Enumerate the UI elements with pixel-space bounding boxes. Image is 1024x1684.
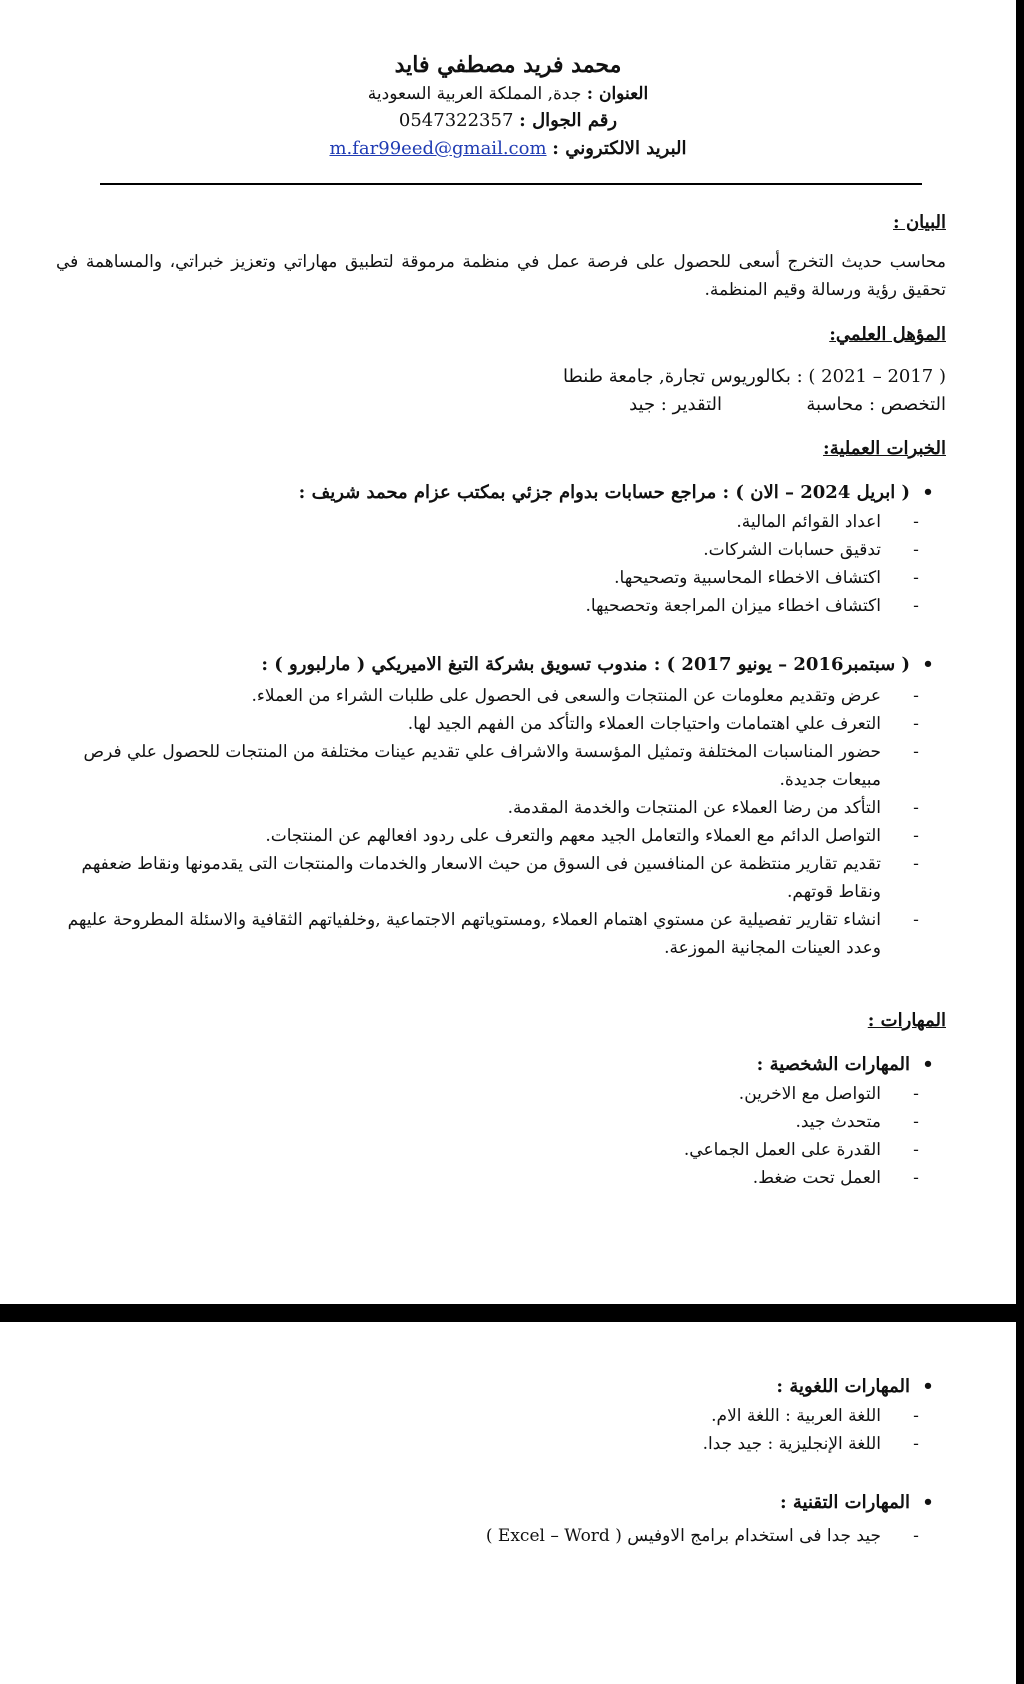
bullet-icon: • [922,1376,934,1397]
job-2-duties [66,682,926,962]
header-divider [100,183,922,185]
job-2-heading: •( سبتمبر2016 – يونيو 2017 ) : مندوب تسويق بشركة التبغ الاميريكي ( مارلبورو ) : [261,654,946,675]
language-skills-list [703,1402,926,1458]
job-1-duties [585,508,926,620]
skills-title: المهارات : [867,1010,946,1031]
email-label: البريد الالكتروني : [552,138,687,159]
list-item: - تدقيق حسابات الشركات. [703,540,919,560]
list-item: - جيد جدا فى استخدام برامج الاوفيس ( Excel – Word ) [485,1526,919,1546]
bullet-icon: • [922,654,934,675]
experience-title: الخبرات العملية: [823,438,946,459]
list-item: - التواصل مع الاخرين. [738,1084,919,1104]
list-item: - حضور المناسبات المختلفة وتمثيل المؤسسة والاشراف علي تقديم عينات مختلفة من المنتجات للحصول علي فرص مبيعات جديدة. [83,742,919,790]
bullet-icon: • [922,482,934,503]
list-item: - اعداد القوائم المالية. [736,512,919,532]
list-item: - اكتشاف الاخطاء المحاسبية وتصحيحها. [614,568,919,588]
list-item: - متحدث جيد. [795,1112,919,1132]
technical-skills-list [486,1522,926,1550]
list-item: - التواصل الدائم مع العملاء والتعامل الجيد معهم والتعرف على ردود افعالهم عن المنتجات. [265,826,919,846]
list-item: - العمل تحت ضغط. [752,1168,919,1188]
address-value: جدة, المملكة العربية السعودية [367,84,582,104]
bullet-icon: • [922,1492,934,1513]
list-item: - اللغة العربية : اللغة الام. [711,1406,919,1426]
list-item: - اللغة الإنجليزية : جيد جدا. [702,1434,919,1454]
list-item: - القدرة على العمل الجماعي. [683,1140,919,1160]
education-grade: التقدير : جيد [629,394,722,415]
list-item: - انشاء تقارير تفصيلية عن مستوي اهتمام العملاء ,ومستوياتهم الاجتماعية ,وخلفياتهم الثقافية والاسئلة المطروحة عليهم وعدد العينات المجانية الموزعة. [67,910,919,958]
job-1-heading: •( ابريل 2024 – الان ) : مراجع حسابات بدوام جزئي بمكتب عزام محمد شريف : [299,482,946,503]
email-line [0,138,1016,159]
phone-value: 0547322357 [398,110,514,131]
technical-skills-heading: •المهارات التقنية : [780,1492,946,1513]
profile-text: محاسب حديث التخرج أسعى للحصول على فرصة عمل في منظمة مرموقة لتطبيق مهاراتي وتعزيز خبراتي، والمساهمة في تحقيق رؤية ورسالة وقيم المنظمة. [56,252,946,300]
education-degree: ( 2017 – 2021 ) : بكالوريوس تجارة, جامعة طنطا [563,366,946,387]
email-link[interactable]: m.far99eed@gmail.com [329,138,547,159]
phone-label: رقم الجوال : [519,110,618,131]
list-item: - تقديم تقارير منتظمة عن المنافسين فى السوق من حيث الاسعار والخدمات والمنتجات التى يقدمونها ونقاط ضعفهم ونقاط قوتهم. [81,854,919,902]
language-skills-heading: •المهارات اللغوية : [776,1376,946,1397]
address-line [0,84,1016,104]
list-item: - التأكد من رضا العملاء عن المنتجات والخدمة المقدمة. [507,798,919,818]
candidate-name: محمد فريد مصطفي فايد [394,52,622,78]
list-item: - اكتشاف اخطاء ميزان المراجعة وتحصحيها. [585,596,919,616]
education-title: المؤهل العلمي: [829,324,946,345]
phone-line [0,110,1016,131]
list-item: - التعرف علي اهتمامات واحتياجات العملاء والتأكد من الفهم الجيد لها. [407,714,919,734]
education-major: التخصص : محاسبة [806,394,946,415]
bullet-icon: • [922,1054,934,1075]
personal-skills-list [684,1080,926,1192]
resume-page-2 [0,1322,1016,1684]
personal-skills-heading: •المهارات الشخصية : [757,1054,946,1075]
list-item: - عرض وتقديم معلومات عن المنتجات والسعى فى الحصول على طلبات الشراء من العملاء. [251,686,919,706]
profile-title: البيان : [893,212,946,233]
address-label: العنوان : [586,84,649,104]
